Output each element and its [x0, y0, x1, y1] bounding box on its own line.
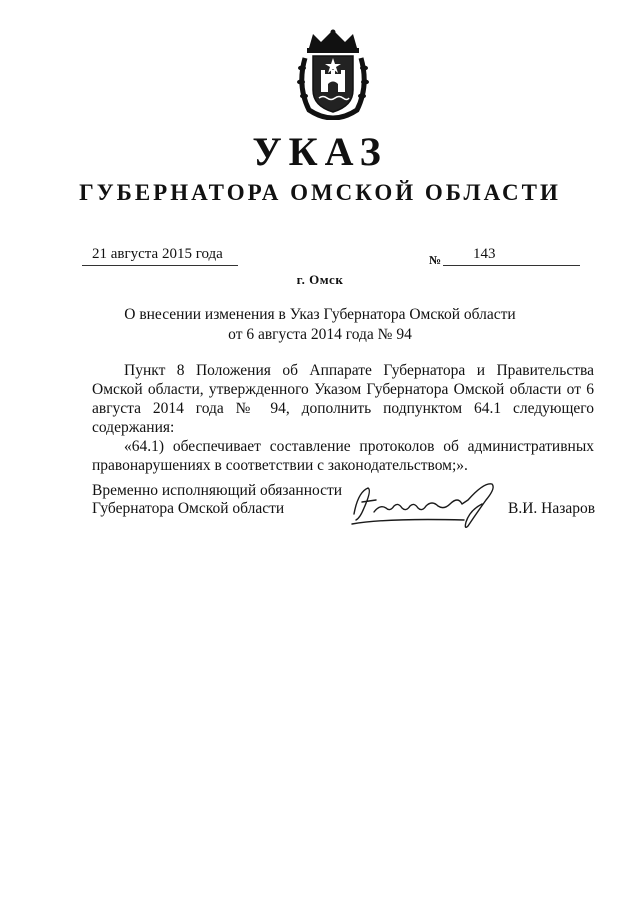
body-paragraph-1: Пункт 8 Положения об Аппарате Губернатора и Правительства Омской области, утвержденного Указом Губернатора Омской области от 6 августа 2014 года № 94, дополнить подпунктом 64.1 следующего содержания:	[92, 362, 594, 436]
page-subtitle: ГУБЕРНАТОРА ОМСКОЙ ОБЛАСТИ	[79, 180, 561, 205]
document-city: г. Омск	[296, 272, 344, 287]
signer-position-line-2: Губернатора Омской области	[92, 500, 285, 517]
subject-line-1: О внесении изменения в Указ Губернатора Омской области	[124, 306, 516, 323]
document-number: 143	[443, 246, 580, 266]
coat-of-arms-icon	[295, 28, 371, 120]
signer-name: В.И. Назаров	[508, 500, 596, 517]
page-title: УКАЗ	[252, 129, 388, 174]
subject-line-2: от 6 августа 2014 года № 94	[228, 326, 412, 343]
document-date: 21 августа 2015 года	[82, 246, 238, 266]
body-paragraph-2: «64.1) обеспечивает составление протоколов об административных правонарушениях в соответствии с законодательством;».	[92, 438, 594, 474]
signer-position-line-1: Временно исполняющий обязанности	[92, 482, 343, 499]
signer-position	[92, 482, 342, 518]
handwritten-signature	[346, 478, 502, 530]
number-label: №	[429, 253, 442, 267]
document-body	[92, 361, 594, 475]
